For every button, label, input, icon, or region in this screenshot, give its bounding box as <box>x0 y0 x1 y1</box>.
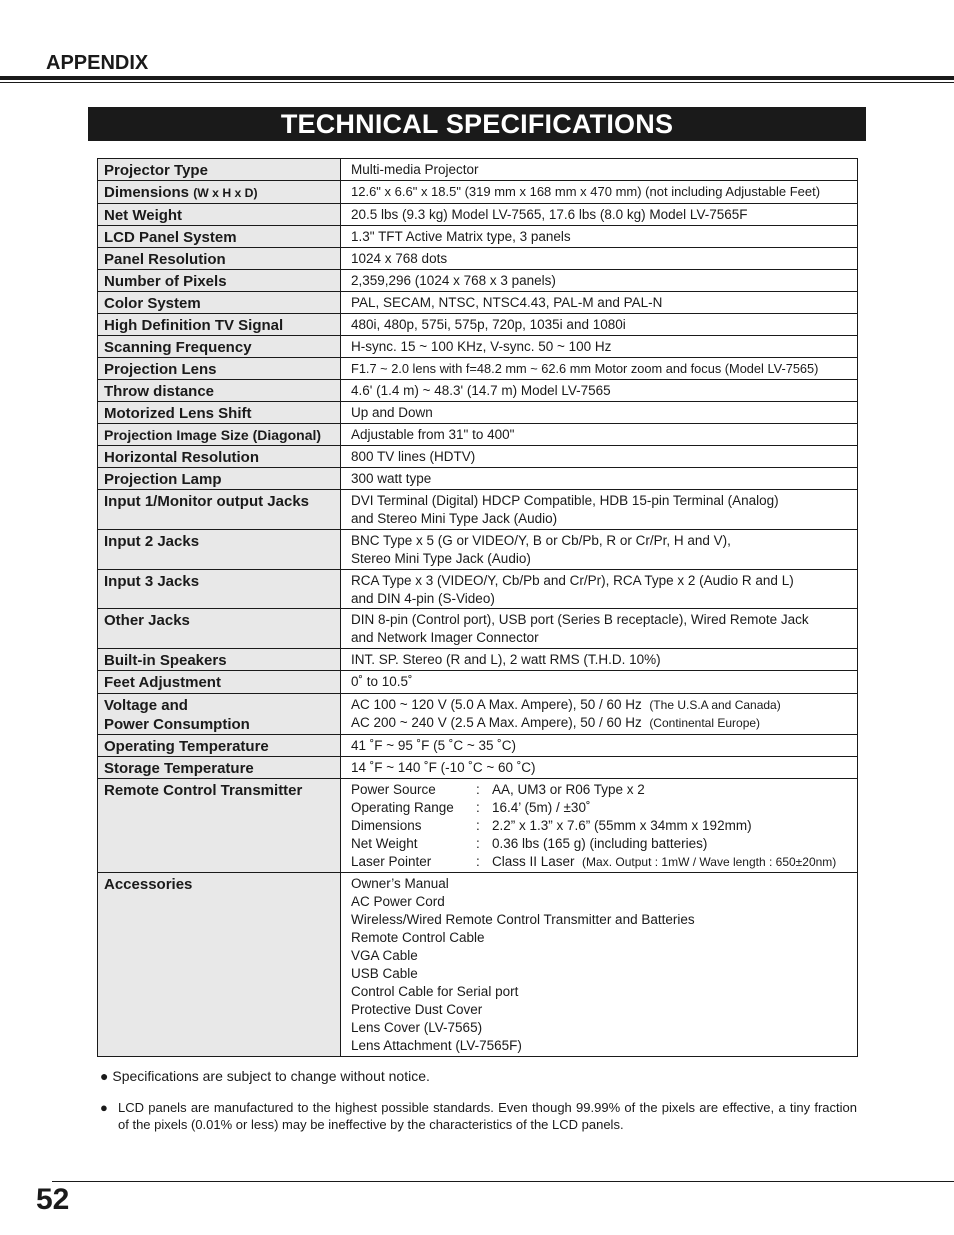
colon: : <box>476 800 480 815</box>
accessory-item: USB Cable <box>351 966 418 981</box>
remote-spec-line <box>351 781 857 799</box>
accessory-item: Lens Attachment (LV-7565F) <box>351 1038 522 1053</box>
spec-value-line: RCA Type x 3 (VIDEO/Y, Cb/Pb and Cr/Pr), RCA Type x 2 (Audio R and L) <box>351 573 794 588</box>
spec-value: 41 ˚F ~ 95 ˚F (5 ˚C ~ 35 ˚C) <box>341 735 858 757</box>
spec-label: Accessories <box>98 873 341 1057</box>
remote-spec-line <box>351 853 857 871</box>
spec-row <box>98 204 858 226</box>
note-item <box>100 1067 857 1085</box>
spec-row <box>98 490 858 530</box>
spec-value: F1.7 ~ 2.0 lens with f=48.2 mm ~ 62.6 mm Motor zoom and focus (Model LV-7565) <box>341 358 858 380</box>
power-region: (Continental Europe) <box>649 716 761 730</box>
spec-row <box>98 649 858 671</box>
remote-spec-line <box>351 799 857 817</box>
remote-spec-key: Laser Pointer <box>351 854 432 869</box>
spec-label: Input 3 Jacks <box>98 570 341 609</box>
spec-label: Projector Type <box>98 159 341 181</box>
spec-row <box>98 402 858 424</box>
laser-output-note: (Max. Output : 1mW / Wave length : 650±20nm) <box>582 855 837 869</box>
spec-label: Throw distance <box>98 380 341 402</box>
page-number: 52 <box>36 1183 70 1216</box>
spec-value: 0˚ to 10.5˚ <box>341 671 858 694</box>
spec-row <box>98 873 858 1057</box>
spec-row <box>98 570 858 609</box>
note-item <box>100 1099 857 1133</box>
spec-label: Input 1/Monitor output Jacks <box>98 490 341 530</box>
note-text: LCD panels are manufactured to the highest possible standards. Even though 99.99% of the pixels are effective, a tiny fraction of the pixels (0.01% or less) may be ineffective by the characteristics of the LCD panels. <box>118 1100 857 1132</box>
spec-label: Other Jacks <box>98 609 341 649</box>
remote-spec-line <box>351 817 857 835</box>
spec-value: INT. SP. Stereo (R and L), 2 watt RMS (T.H.D. 10%) <box>341 649 858 671</box>
accessory-item: Remote Control Cable <box>351 930 485 945</box>
spec-row <box>98 181 858 204</box>
spec-row <box>98 270 858 292</box>
spec-row <box>98 292 858 314</box>
spec-label <box>98 694 341 735</box>
power-region: (The U.S.A and Canada) <box>649 698 781 712</box>
spec-row <box>98 446 858 468</box>
spec-row <box>98 671 858 694</box>
spec-value: Adjustable from 31" to 400" <box>341 424 858 446</box>
spec-row <box>98 779 858 873</box>
accessory-item: Protective Dust Cover <box>351 1002 483 1017</box>
spec-value: 20.5 lbs (9.3 kg) Model LV-7565, 17.6 lbs (8.0 kg) Model LV-7565F <box>341 204 858 226</box>
power-main: AC 100 ~ 120 V (5.0 A Max. Ampere), 50 / 60 Hz <box>351 697 642 712</box>
footer-rule <box>52 1181 954 1182</box>
remote-spec-key: Dimensions <box>351 818 422 833</box>
spec-label: Storage Temperature <box>98 757 341 779</box>
header-rule <box>0 76 954 80</box>
spec-label: Panel Resolution <box>98 248 341 270</box>
spec-value <box>341 609 858 649</box>
spec-label: Color System <box>98 292 341 314</box>
spec-label-suffix: (W x H x D) <box>193 186 258 200</box>
spec-row <box>98 380 858 402</box>
spec-row <box>98 530 858 570</box>
spec-label: Projection Lens <box>98 358 341 380</box>
accessory-item: Lens Cover (LV-7565) <box>351 1020 483 1035</box>
spec-value <box>341 490 858 530</box>
spec-label: Projection Image Size (Diagonal) <box>98 424 341 446</box>
spec-label: Scanning Frequency <box>98 336 341 358</box>
spec-value: 14 ˚F ~ 140 ˚F (-10 ˚C ~ 60 ˚C) <box>341 757 858 779</box>
colon: : <box>476 818 480 833</box>
remote-spec-line <box>351 835 857 853</box>
spec-value: 12.6" x 6.6" x 18.5" (319 mm x 168 mm x 470 mm) (not including Adjustable Feet) <box>341 181 858 204</box>
page-title: TECHNICAL SPECIFICATIONS <box>88 107 866 141</box>
spec-row <box>98 159 858 181</box>
spec-value: 1024 x 768 dots <box>341 248 858 270</box>
note-text: Specifications are subject to change without notice. <box>112 1068 430 1084</box>
spec-value <box>341 570 858 609</box>
spec-label: Number of Pixels <box>98 270 341 292</box>
spec-value-line: DIN 8-pin (Control port), USB port (Series B receptacle), Wired Remote Jack <box>351 612 809 627</box>
remote-spec-value: AA, UM3 or R06 Type x 2 <box>492 782 645 797</box>
spec-label-text: Dimensions <box>104 184 190 201</box>
accessory-item: Wireless/Wired Remote Control Transmitter and Batteries <box>351 912 695 927</box>
spec-label: LCD Panel System <box>98 226 341 248</box>
colon: : <box>476 854 480 869</box>
spec-row <box>98 694 858 735</box>
spec-value-line: and Stereo Mini Type Jack (Audio) <box>351 511 558 526</box>
accessory-item: Owner’s Manual <box>351 876 449 891</box>
spec-value-line: Stereo Mini Type Jack (Audio) <box>351 551 531 566</box>
spec-value: 800 TV lines (HDTV) <box>341 446 858 468</box>
spec-label: Remote Control Transmitter <box>98 779 341 873</box>
spec-label: Projection Lamp <box>98 468 341 490</box>
accessory-item: AC Power Cord <box>351 894 445 909</box>
spec-value-line: DVI Terminal (Digital) HDCP Compatible, HDB 15-pin Terminal (Analog) <box>351 493 779 508</box>
header-rule-thin <box>0 82 954 83</box>
spec-value: Multi-media Projector <box>341 159 858 181</box>
colon: : <box>476 836 480 851</box>
remote-spec-value: 0.36 lbs (165 g) (including batteries) <box>492 836 708 851</box>
spec-table <box>97 158 858 1057</box>
spec-row <box>98 226 858 248</box>
power-line <box>351 696 857 714</box>
spec-value: 300 watt type <box>341 468 858 490</box>
spec-value: 1.3" TFT Active Matrix type, 3 panels <box>341 226 858 248</box>
colon: : <box>476 782 480 797</box>
remote-spec-key: Net Weight <box>351 836 418 851</box>
spec-value: 480i, 480p, 575i, 575p, 720p, 1035i and 1080i <box>341 314 858 336</box>
spec-row <box>98 336 858 358</box>
spec-value: 4.6' (1.4 m) ~ 48.3' (14.7 m) Model LV-7565 <box>341 380 858 402</box>
spec-label: High Definition TV Signal <box>98 314 341 336</box>
spec-row <box>98 424 858 446</box>
spec-value: H-sync. 15 ~ 100 KHz, V-sync. 50 ~ 100 Hz <box>341 336 858 358</box>
spec-value: Up and Down <box>341 402 858 424</box>
spec-row <box>98 358 858 380</box>
spec-label: Net Weight <box>98 204 341 226</box>
remote-spec-value: 16.4’ (5m) / ±30˚ <box>492 800 591 815</box>
spec-label: Input 2 Jacks <box>98 530 341 570</box>
spec-value-line: and DIN 4-pin (S-Video) <box>351 591 495 606</box>
accessory-item: VGA Cable <box>351 948 418 963</box>
section-title: APPENDIX <box>46 52 149 74</box>
power-main: AC 200 ~ 240 V (2.5 A Max. Ampere), 50 / 60 Hz <box>351 715 642 730</box>
spec-label: Horizontal Resolution <box>98 446 341 468</box>
spec-row <box>98 735 858 757</box>
spec-row <box>98 468 858 490</box>
spec-value: 2,359,296 (1024 x 768 x 3 panels) <box>341 270 858 292</box>
accessory-item: Control Cable for Serial port <box>351 984 519 999</box>
spec-label <box>98 181 341 204</box>
spec-label: Feet Adjustment <box>98 671 341 694</box>
spec-value <box>341 779 858 873</box>
spec-row <box>98 757 858 779</box>
remote-spec-key: Operating Range <box>351 800 454 815</box>
spec-value-line: BNC Type x 5 (G or VIDEO/Y, B or Cb/Pb, R or Cr/Pr, H and V), <box>351 533 731 548</box>
spec-row <box>98 609 858 649</box>
spec-value <box>341 873 858 1057</box>
spec-row <box>98 314 858 336</box>
spec-label-line: Voltage and <box>104 697 188 714</box>
spec-row <box>98 248 858 270</box>
spec-value-line: and Network Imager Connector <box>351 630 539 645</box>
spec-value <box>341 694 858 735</box>
spec-label: Operating Temperature <box>98 735 341 757</box>
remote-spec-value: Class II Laser <box>492 854 575 869</box>
spec-value <box>341 530 858 570</box>
remote-spec-key: Power Source <box>351 782 436 797</box>
bullet-icon: ● <box>100 1100 108 1115</box>
spec-label: Motorized Lens Shift <box>98 402 341 424</box>
remote-spec-value: 2.2” x 1.3” x 7.6” (55mm x 34mm x 192mm) <box>492 818 752 833</box>
power-line <box>351 714 857 732</box>
notes <box>100 1067 857 1133</box>
spec-label: Built-in Speakers <box>98 649 341 671</box>
spec-value: PAL, SECAM, NTSC, NTSC4.43, PAL-M and PAL-N <box>341 292 858 314</box>
bullet-icon: ● <box>100 1068 109 1084</box>
spec-label-line: Power Consumption <box>104 716 250 733</box>
